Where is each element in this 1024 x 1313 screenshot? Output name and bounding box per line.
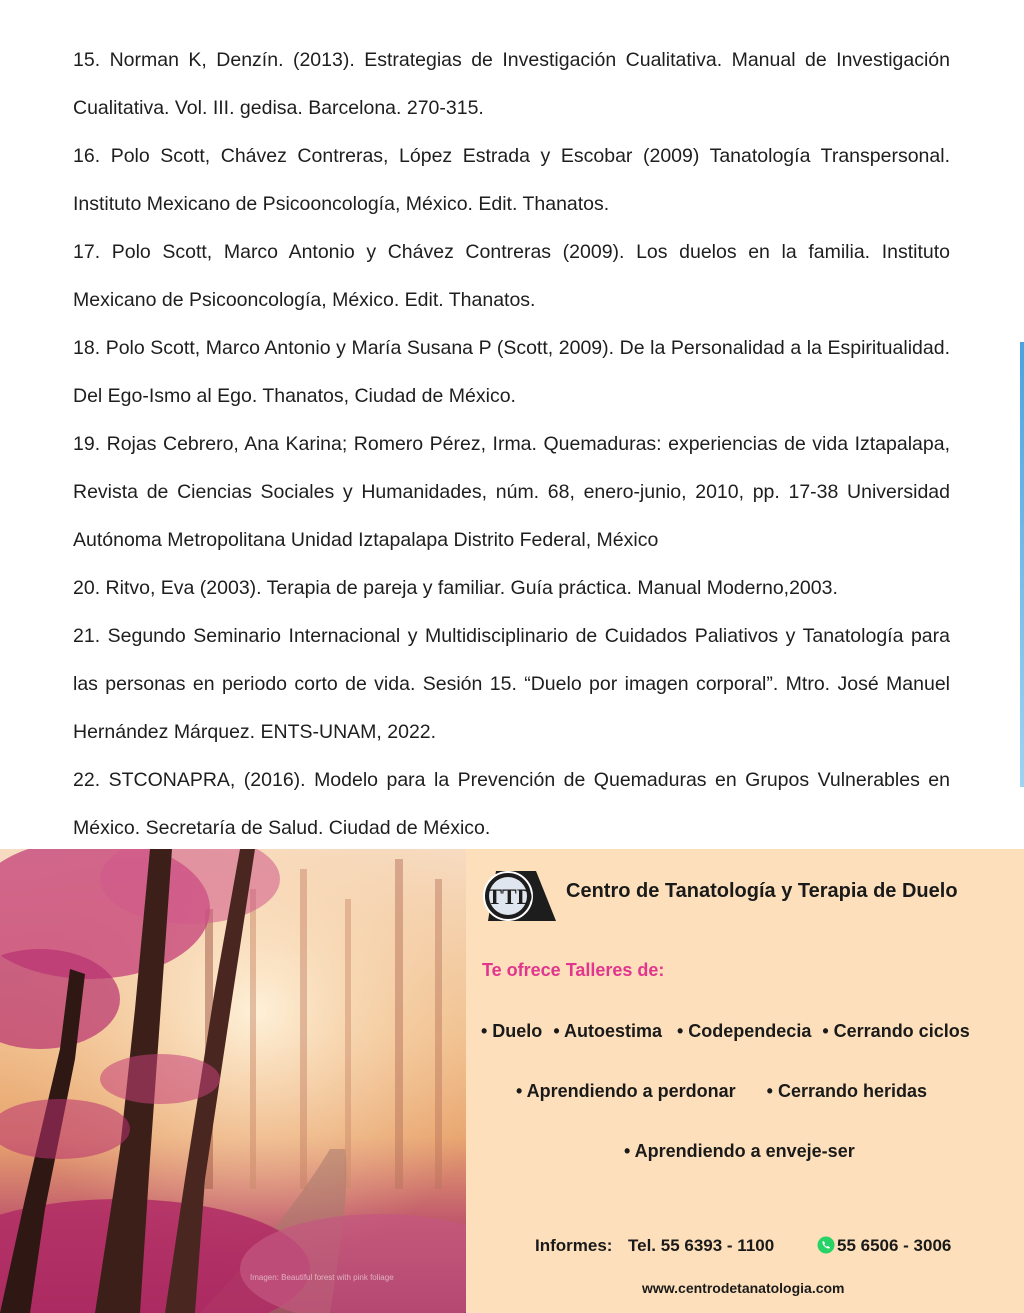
reference-item: 18. Polo Scott, Marco Antonio y María Susana P (Scott, 2009). De la Personalidad a la Espiritualidad. Del Ego-Ismo al Ego. Thanatos, Ciudad de México. [73,337,950,407]
workshop-row [516,1081,927,1102]
workshop-item: • Cerrando heridas [766,1081,928,1101]
reference-item: 16. Polo Scott, Chávez Contreras, López Estrada y Escobar (2009) Tanatología Transpersonal. Instituto Mexicano de Psicooncología, México. Edit. Thanatos. [73,145,950,215]
workshop-item: • Aprendiendo a enveje-ser [624,1141,855,1161]
reference-item: 22. STCONAPRA, (2016). Modelo para la Prevención de Quemaduras en Grupos Vulnerables en México. Secretaría de Salud. Ciudad de México. [73,769,950,839]
photo-credit: Imagen: Beautiful forest with pink foliage [250,1273,394,1282]
workshop-item: • Codependecia [677,1021,812,1041]
references-list [73,36,950,852]
website-link[interactable]: www.centrodetanatologia.com [642,1280,845,1296]
workshop-item: • Duelo [481,1021,543,1041]
center-name: Centro de Tanatología y Terapia de Duelo [566,880,958,902]
info-label: Informes: [535,1236,613,1255]
ttd-logo-icon [482,869,556,923]
reference-item: 19. Rojas Cebrero, Ana Karina; Romero Pérez, Irma. Quemaduras: experiencias de vida Iztapalapa, Revista de Ciencias Sociales y Humanidades, núm. 68, enero-junio, 2010, pp. 17-38 Universidad Autónoma Metropolitana Unidad Iztapalapa Distrito Federal, México [73,433,950,551]
whatsapp-icon [817,1236,835,1254]
info-panel [466,849,1024,1313]
reference-item: 15. Norman K, Denzín. (2013). Estrategias de Investigación Cualitativa. Manual de Investigación Cualitativa. Vol. III. gedisa. Barcelona. 270-315. [73,49,950,119]
svg-text:TTD: TTD [487,884,533,909]
forest-photo [0,849,466,1313]
workshop-item: • Aprendiendo a perdonar [516,1081,736,1101]
workshop-row [481,1021,970,1042]
whatsapp-number[interactable]: 55 6506 - 3006 [837,1236,952,1255]
page-edge-accent [1020,342,1024,787]
offer-heading: Te ofrece Talleres de: [482,960,665,980]
phone-number[interactable]: Tel. 55 6393 - 1100 [628,1236,775,1255]
advertisement-banner[interactable] [0,849,1024,1313]
reference-item: 21. Segundo Seminario Internacional y Multidisciplinario de Cuidados Paliativos y Tanatología para las personas en periodo corto de vida. Sesión 15. “Duelo por imagen corporal”. Mtro. José Manuel Hernández Márquez. ENTS-UNAM, 2022. [73,625,950,743]
reference-item: 20. Ritvo, Eva (2003). Terapia de pareja y familiar. Guía práctica. Manual Moderno,2003. [73,577,838,599]
workshop-item: • Cerrando ciclos [822,1021,970,1041]
workshop-row [624,1141,855,1162]
reference-item: 17. Polo Scott, Marco Antonio y Chávez Contreras (2009). Los duelos en la familia. Instituto Mexicano de Psicooncología, México. Edit. Thanatos. [73,241,950,311]
workshop-item: • Autoestima [553,1021,662,1041]
